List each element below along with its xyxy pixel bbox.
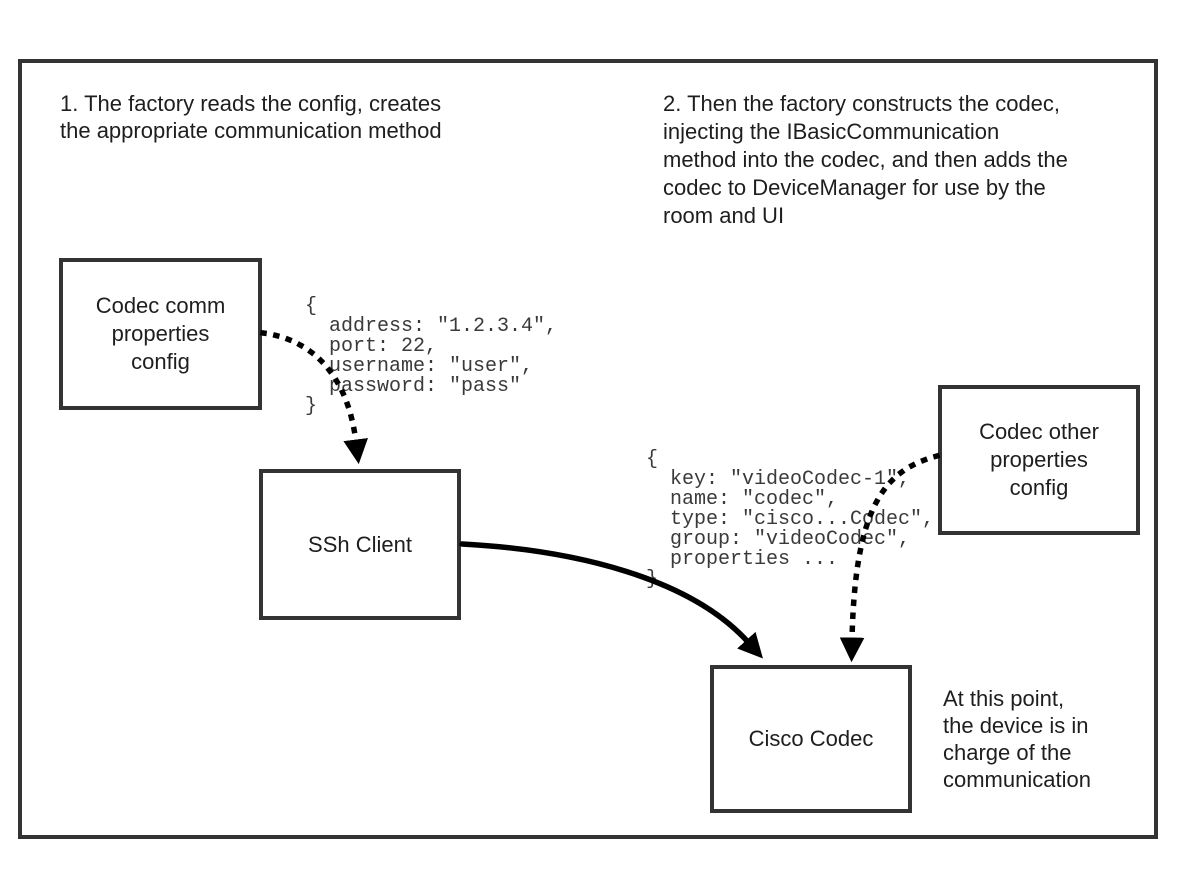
- code-line: }: [646, 568, 659, 591]
- note-line: At this point,: [943, 686, 1065, 711]
- node-label-line: Cisco Codec: [748, 726, 874, 751]
- code-line: address: "1.2.3.4",: [305, 315, 558, 338]
- note-line: the device is in: [943, 713, 1089, 738]
- note-factory-reads-config: [60, 90, 442, 144]
- note-line: 1. The factory reads the config, creates: [60, 91, 442, 116]
- node-label-line: SSh Client: [308, 531, 412, 557]
- code-line: group: "videoCodec",: [646, 528, 911, 551]
- code-line: type: "cisco...Codec",: [646, 508, 935, 531]
- note-line: communication: [943, 767, 1091, 792]
- node-cisco-codec: [710, 665, 912, 813]
- note-line: room and UI: [663, 203, 785, 228]
- note-line: charge of the: [943, 740, 1072, 765]
- note-line: codec to DeviceManager for use by the: [663, 175, 1046, 200]
- note-line: injecting the IBasicCommunication: [663, 119, 1000, 144]
- node-label-line: config: [1009, 475, 1069, 500]
- node-codec-comm-properties-config: [59, 258, 262, 410]
- node-label-line: Codec comm: [95, 293, 226, 318]
- code-line: {: [646, 448, 659, 471]
- code-line: key: "videoCodec-1",: [646, 468, 911, 491]
- code-line: username: "user",: [305, 355, 534, 378]
- code-block-codec-properties: [646, 450, 934, 590]
- note-line: the appropriate communication method: [60, 118, 442, 143]
- code-line: properties ...: [646, 548, 839, 571]
- node-codec-other-properties-config: [938, 385, 1140, 535]
- code-line: {: [305, 295, 318, 318]
- node-label-line: config: [131, 349, 190, 374]
- node-ssh-client: [259, 469, 461, 620]
- code-block-comm-properties: [305, 297, 557, 417]
- note-line: method into the codec, and then adds the: [663, 147, 1068, 172]
- code-line: port: 22,: [305, 335, 438, 358]
- node-label-line: Codec other: [979, 419, 1099, 444]
- code-line: password: "pass": [305, 375, 522, 398]
- code-line: name: "codec",: [646, 488, 839, 511]
- note-device-in-charge: [943, 685, 1091, 793]
- note-factory-constructs-codec: [663, 90, 1068, 230]
- node-label-line: properties: [990, 447, 1088, 472]
- code-line: }: [305, 395, 318, 418]
- note-line: 2. Then the factory constructs the codec,: [663, 91, 1061, 116]
- node-label-line: properties: [111, 321, 210, 346]
